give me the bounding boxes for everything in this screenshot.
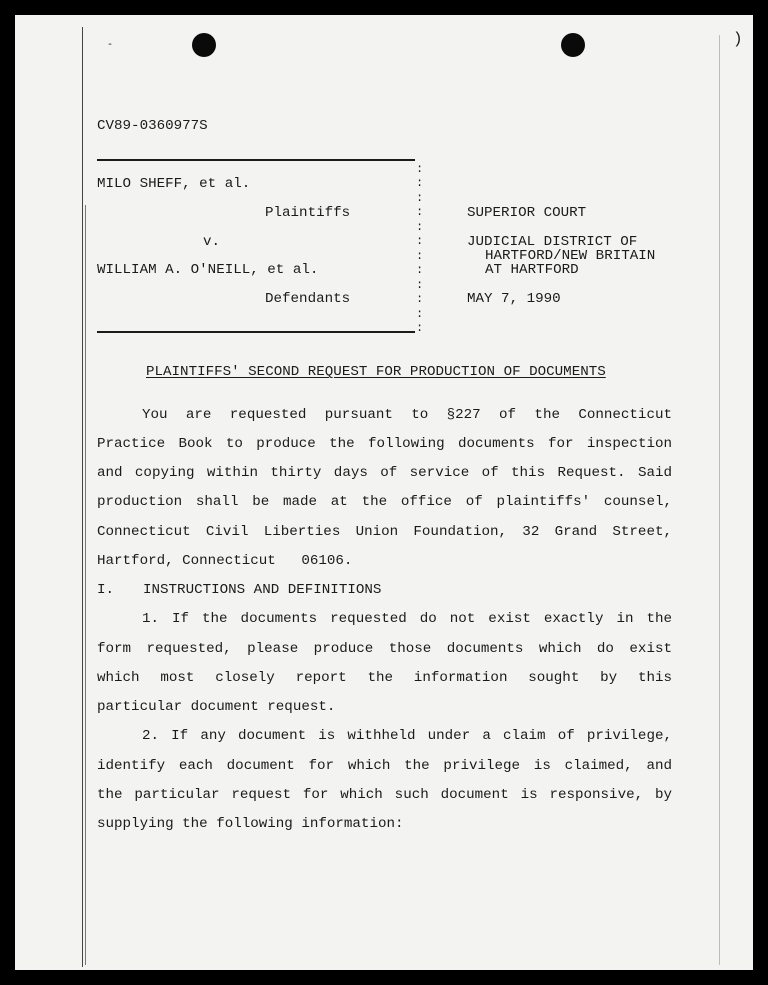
filing-date: MAY 7, 1990 [467, 291, 561, 307]
item-1-line: 1. If the documents requested do not exist exactly in the [142, 611, 672, 627]
item-1-line: which most closely report the information sought by this [97, 670, 672, 686]
defendants-label: Defendants [265, 291, 351, 307]
speck-mark: - [107, 40, 114, 51]
plaintiff-name: MILO SHEFF, et al. [97, 176, 251, 192]
item-2-line: supplying the following information: [97, 816, 404, 832]
caption-top-rule [97, 159, 415, 161]
item-1-line: form requested, please produce those documents which do exist [97, 641, 672, 657]
scan-margin-line-right [719, 35, 720, 965]
body-line: Connecticut Civil Liberties Union Foundation, 32 Grand Street, [97, 524, 672, 540]
court-name: SUPERIOR COURT [467, 205, 587, 221]
versus-label: v. [203, 234, 221, 250]
document-title: PLAINTIFFS' SECOND REQUEST FOR PRODUCTION OF DOCUMENTS [146, 364, 606, 380]
scan-margin-line-left [82, 27, 83, 967]
caption-bottom-rule [97, 331, 415, 333]
corner-mark: ) [733, 30, 743, 48]
caption-colon-divider: : [416, 162, 424, 176]
item-2-line: the particular request for which such document is responsive, by [97, 787, 672, 803]
judicial-district-line-3: AT HARTFORD [485, 262, 579, 278]
section-number: I. [97, 582, 115, 598]
item-1-line: particular document request. [97, 699, 336, 715]
docket-number: CV89-0360977S [97, 118, 208, 134]
body-line: You are requested pursuant to §227 of the Connecticut [142, 407, 672, 423]
body-line: and copying within thirty days of service of this Request. Said [97, 465, 672, 481]
body-line: Hartford, Connecticut 06106. [97, 553, 353, 569]
item-2-line: identify each document for which the privilege is claimed, and [97, 758, 672, 774]
defendant-name: WILLIAM A. O'NEILL, et al. [97, 262, 319, 278]
item-2-line: 2. If any document is withheld under a claim of privilege, [142, 728, 672, 744]
punch-hole-left [192, 33, 216, 57]
scan-margin-line-left-2 [85, 205, 86, 965]
body-line: Practice Book to produce the following documents for inspection [97, 436, 672, 452]
plaintiffs-label: Plaintiffs [265, 205, 351, 221]
judicial-district-line-2: HARTFORD/NEW BRITAIN [485, 248, 656, 264]
judicial-district-line-1: JUDICIAL DISTRICT OF [467, 234, 638, 250]
section-heading: INSTRUCTIONS AND DEFINITIONS [143, 582, 382, 598]
body-line: production shall be made at the office of plaintiffs' counsel, [97, 494, 672, 510]
document-page: ) - CV89-0360977S : : : : : : : : : : : : MILO SHEFF, et al. Plaintiffs v. WILLIAM A. O'NEILL, et al. Defendants SUPERIOR COURT JUDICIAL DISTRICT OF HARTFORD/NEW BRITAIN AT HARTFORD MAY 7, 1990 PLAINTIFFS' SECOND REQUEST FOR PRODUCTION OF DOCUMENTS You are requested pursuant to §227 of the Connecticut Practice Book to produce the following documents for inspection and copying within thirty days of service of this Request. Said production shall be made at the office of plaintiffs' counsel, Connecticut Civil Liberties Union Foundation, 32 Grand Street, Hartford, Connecticut 06106. I. INSTRUCTIONS AND DEFINITIONS 1. If the documents requested do not exist exactly in the form requested, please produce those documents which do exist which most closely report the information sought by this particular document request. 2. If any document is withheld under a claim of privilege, identify each document for which the privilege is claimed, and the particular request for which such document is responsive, by supplying the following information: [15, 15, 753, 970]
punch-hole-right [561, 33, 585, 57]
